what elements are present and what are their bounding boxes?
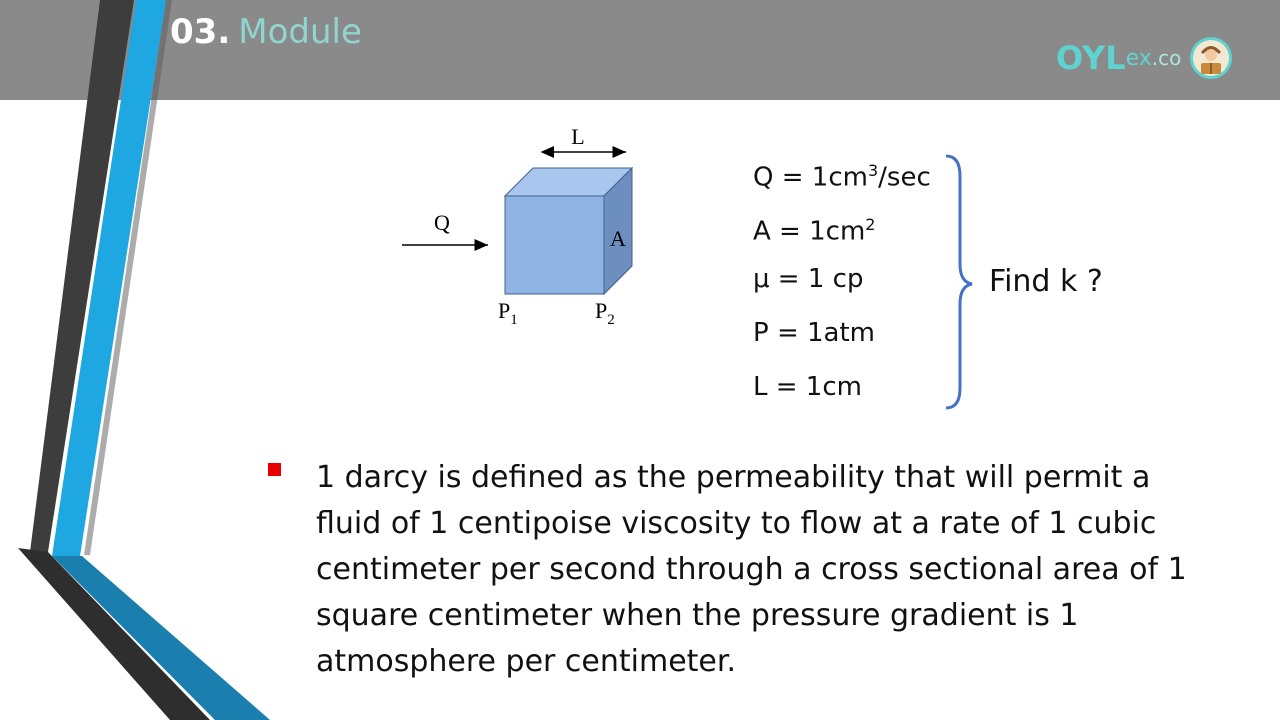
param-viscosity: μ = 1 cp — [753, 264, 864, 294]
section-title: Module — [238, 12, 362, 52]
cube-front-face — [505, 196, 604, 294]
length-label: L — [571, 124, 585, 149]
parameter-list — [753, 150, 931, 420]
p2-label: $P_2$ — [595, 298, 615, 328]
param-area: $A = 1cm^2$ — [753, 215, 876, 247]
slide-title — [170, 12, 362, 52]
logo-text-ex: ex — [1125, 45, 1152, 71]
cube-flow-diagram — [390, 118, 650, 343]
bullet-marker — [268, 463, 281, 476]
param-flow-rate: $Q = 1cm^3/\sec$ — [753, 161, 931, 193]
logo-text-co: .co — [1151, 46, 1182, 70]
area-label: A — [610, 226, 626, 251]
logo — [1056, 34, 1233, 82]
reading-person-icon — [1189, 36, 1233, 80]
logo-text-oyl: OYL — [1056, 39, 1126, 77]
flow-label: Q — [434, 210, 450, 235]
section-number: 03. — [170, 12, 231, 52]
param-length: L = 1cm — [753, 372, 862, 402]
curly-brace — [940, 152, 976, 412]
definition-text: 1 darcy is defined as the permeability that will permit a fluid of 1 centipoise viscosity to flow at a rate of 1 cubic centimeter per second through a cross sectional area of 1 square centimeter when the pressure gradient is 1 atmosphere per centimeter. — [316, 460, 1187, 679]
p1-label: $P_1$ — [498, 298, 518, 328]
param-pressure: P = 1atm — [753, 318, 875, 348]
question-text: Find k ? — [989, 264, 1103, 299]
